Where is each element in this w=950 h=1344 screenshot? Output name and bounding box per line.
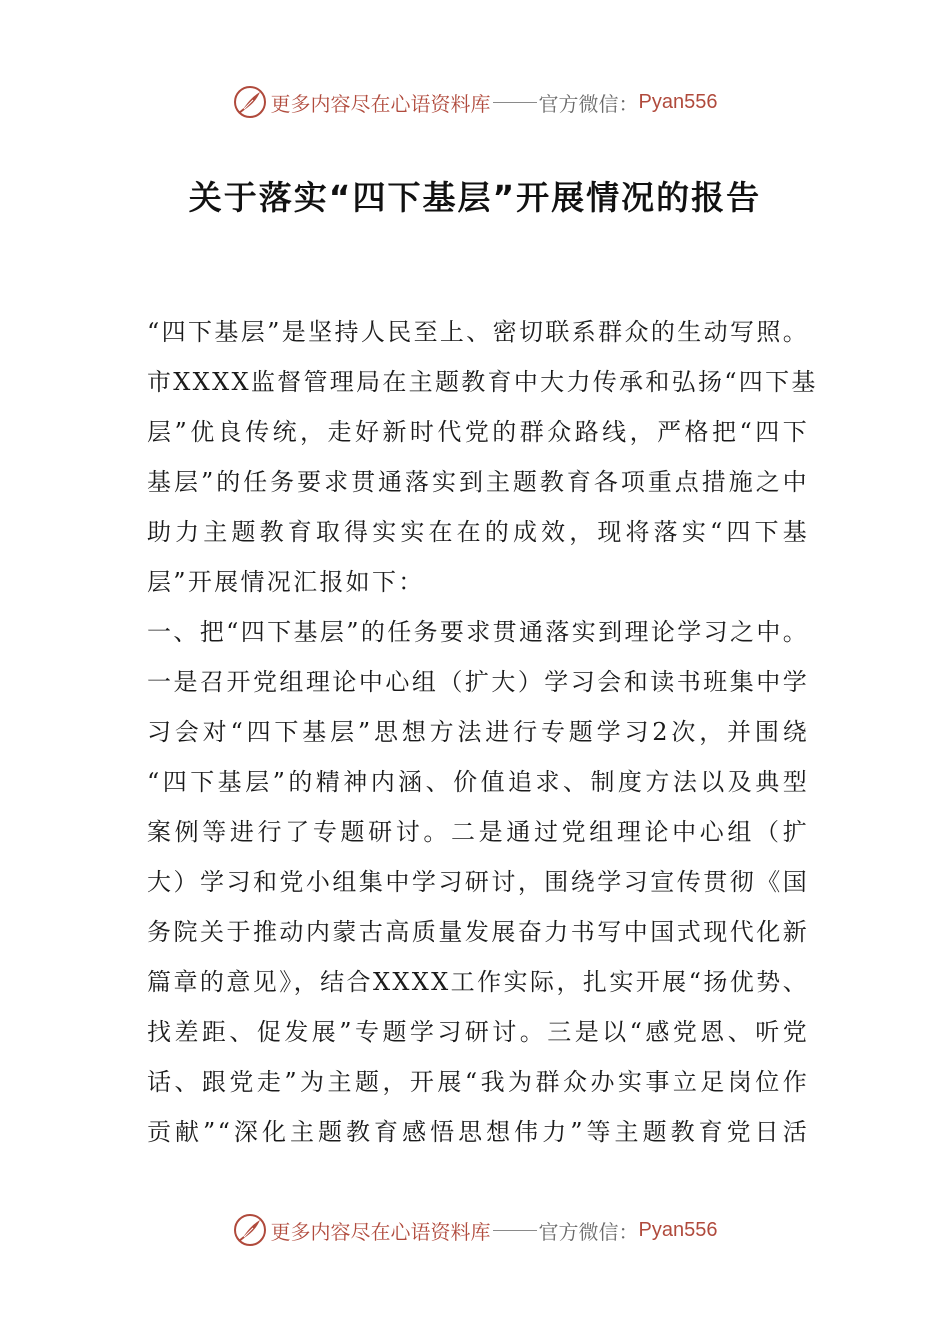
body-line: 一是召开党组理论中心组（扩大）学习会和读书班集中学 <box>147 668 809 696</box>
body-line: 基层”的任务要求贯通落实到主题教育各项重点措施之中 <box>147 468 809 496</box>
document-title: 关于落实“四下基层”开展情况的报告 <box>188 178 762 217</box>
body-line: 助力主题教育取得实实在在的成效，现将落实“四下基 <box>147 518 809 546</box>
body-line: 话、跟党走”为主题，开展“我为群众办实事立足岗位作 <box>147 1068 809 1096</box>
body-line: 层”开展情况汇报如下： <box>147 568 425 596</box>
watermark-id: Pyan556 <box>638 90 718 113</box>
watermark-footer <box>0 1210 950 1250</box>
body-line: 篇章的意见》，结合XXXX工作实际，扎实开展“扬优势、 <box>147 968 809 996</box>
body-line: 层”优良传统，走好新时代党的群众路线，严格把“四下 <box>147 418 809 446</box>
watermark-label: 官方微信： <box>538 91 639 116</box>
watermark-header <box>0 82 950 122</box>
feather-pen-logo-icon <box>233 85 267 119</box>
watermark-id: Pyan556 <box>638 1218 718 1241</box>
body-line: 案例等进行了专题研讨。二是通过党组理论中心组（扩 <box>147 818 809 846</box>
body-line: “四下基层”的精神内涵、价值追求、制度方法以及典型 <box>147 768 809 796</box>
watermark-label: 官方微信： <box>538 1219 639 1244</box>
watermark-main-text: 更多内容尽在心语资料库 <box>270 91 491 116</box>
body-line: “四下基层”是坚持人民至上、密切联系群众的生动写照。 <box>147 318 809 346</box>
watermark-dash <box>493 1230 537 1231</box>
body-line: 市XXXX监督管理局在主题教育中大力传承和弘扬“四下基 <box>147 368 818 396</box>
watermark-main-text: 更多内容尽在心语资料库 <box>270 1219 491 1244</box>
body-line: 习会对“四下基层”思想方法进行专题学习2次，并围绕 <box>147 718 809 746</box>
document-body <box>147 307 818 1157</box>
watermark-dash <box>493 102 537 103</box>
body-line: 找差距、促发展”专题学习研讨。三是以“感党恩、听党 <box>147 1018 809 1046</box>
body-line: 贡献”“深化主题教育感悟思想伟力”等主题教育党日活 <box>147 1118 809 1146</box>
body-line: 大）学习和党小组集中学习研讨，围绕学习宣传贯彻《国 <box>147 868 809 896</box>
body-line: 一、把“四下基层”的任务要求贯通落实到理论学习之中。 <box>147 618 809 646</box>
feather-pen-logo-icon <box>233 1213 267 1247</box>
body-line: 务院关于推动内蒙古高质量发展奋力书写中国式现代化新 <box>147 918 809 946</box>
